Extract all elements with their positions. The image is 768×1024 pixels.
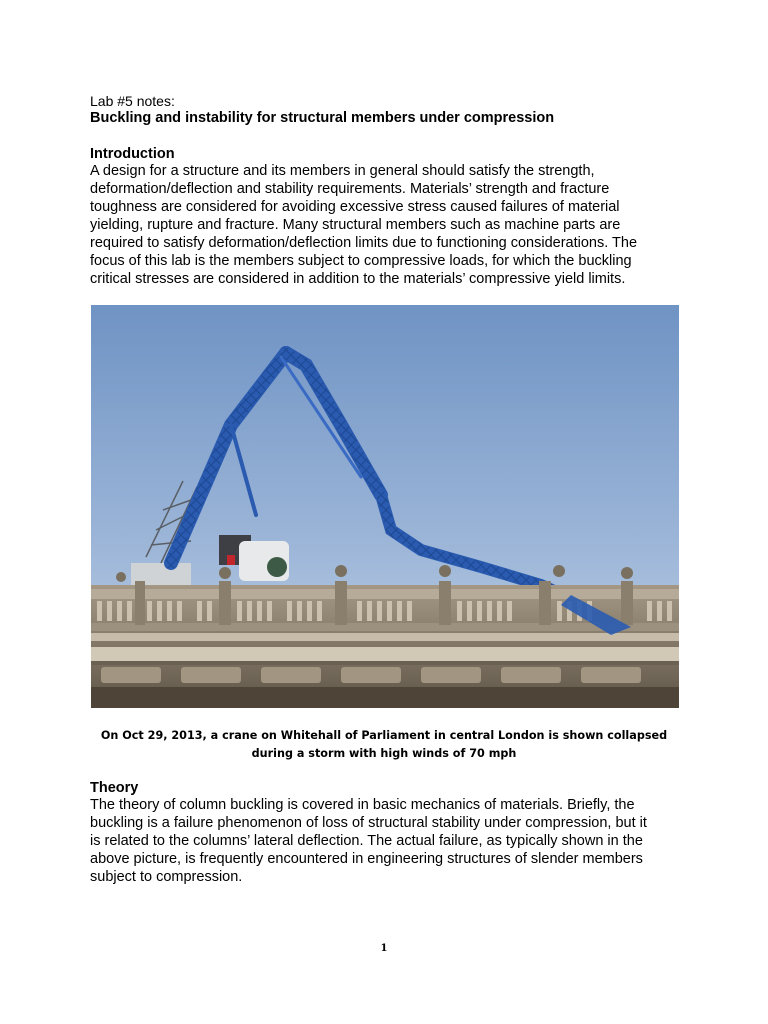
- paragraph-line: subject to compression.: [90, 869, 243, 885]
- lab-number-line: Lab #5 notes:: [90, 93, 175, 109]
- paragraph-line: toughness are considered for avoiding excessive stress caused failures of material: [90, 199, 620, 215]
- theory-heading: Theory: [90, 780, 139, 796]
- theory-paragraph: [90, 796, 690, 886]
- paragraph-line: buckling is a failure phenomenon of loss of structural stability under compression, but it: [90, 815, 647, 831]
- paragraph-line: above picture, is frequently encountered in engineering structures of slender members: [90, 851, 643, 867]
- figure-caption: [90, 727, 678, 763]
- introduction-paragraph: [90, 162, 690, 288]
- paragraph-line: deformation/deflection and stability requirements. Materials’ strength and fracture: [90, 181, 610, 197]
- collapsed-crane-photo: [91, 305, 679, 708]
- paragraph-line: A design for a structure and its members in general should satisfy the strength,: [90, 163, 595, 179]
- page-number: 1: [380, 943, 388, 954]
- paragraph-line: focus of this lab is the members subject to compressive loads, for which the buckling: [90, 253, 632, 269]
- paragraph-line: critical stresses are considered in addition to the materials’ compressive yield limits.: [90, 271, 626, 287]
- paragraph-line: yielding, rupture and fracture. Many structural members such as machine parts are: [90, 217, 621, 233]
- caption-line: during a storm with high winds of 70 mph: [251, 747, 517, 760]
- introduction-heading: Introduction: [90, 146, 175, 162]
- document-title: Buckling and instability for structural members under compression: [90, 110, 555, 126]
- caption-line: On Oct 29, 2013, a crane on Whitehall of Parliament in central London is shown collapsed: [100, 729, 668, 742]
- paragraph-line: is related to the columns’ lateral deflection. The actual failure, as typically shown in the: [90, 833, 643, 849]
- frieze: [101, 667, 641, 683]
- paragraph-line: required to satisfy deformation/deflection limits due to functioning considerations. The: [90, 235, 638, 251]
- paragraph-line: The theory of column buckling is covered in basic mechanics of materials. Briefly, the: [90, 797, 635, 813]
